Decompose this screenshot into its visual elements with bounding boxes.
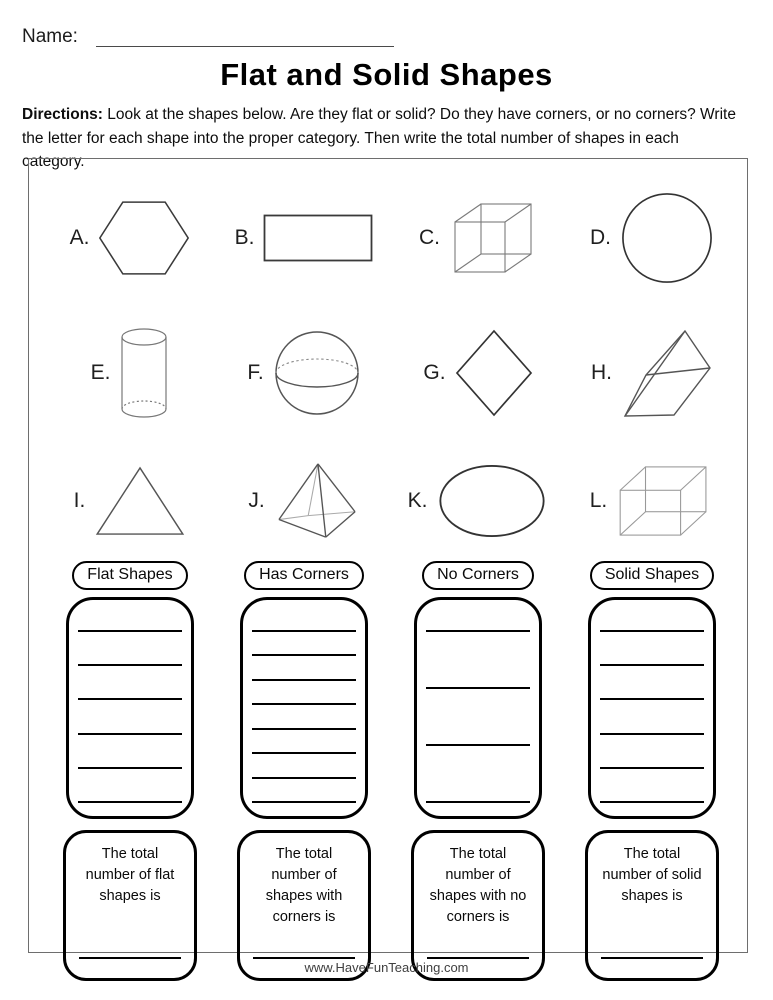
shape-letter-b: B. [234, 226, 255, 249]
shape-item-g [391, 317, 565, 429]
sphere-shape [273, 329, 361, 417]
directions-text: Look at the shapes below. Are they flat or solid? Do they have corners, or no corners? Write the letter for each shape into the proper category. Then write the total number of shapes in each category. [22, 106, 736, 171]
answer-blank-line [78, 698, 182, 700]
name-blank-line [96, 45, 394, 47]
answer-box-flat-shapes [66, 597, 194, 819]
category-pill-flat-shapes: Flat Shapes [72, 561, 187, 590]
total-box-flat-shapes [63, 830, 197, 981]
footer-website: www.HaveFunTeaching.com [304, 960, 469, 975]
shape-letter-g: G. [423, 361, 446, 384]
total-text-flat-shapes: The total number of flat shapes is [85, 846, 175, 905]
cube-shape [449, 198, 537, 278]
rectangular-prism-shape [616, 463, 714, 539]
answer-blank-line [252, 703, 356, 705]
answer-box-has-corners [240, 597, 368, 819]
answer-blank-line [426, 744, 530, 746]
answer-blank-line [78, 630, 182, 632]
hexagon-shape [98, 198, 190, 278]
answer-blank-line [600, 733, 704, 735]
answer-blank-line [252, 801, 356, 803]
oval-shape [436, 463, 548, 539]
directions-label: Directions: [22, 106, 103, 123]
answer-blank-line [600, 664, 704, 666]
shape-item-e [43, 317, 217, 429]
category-pill-solid-shapes: Solid Shapes [590, 561, 714, 590]
triangle-shape [94, 465, 186, 537]
rectangle-shape [263, 214, 373, 262]
answer-blank-line [252, 777, 356, 779]
shape-letter-l: L. [589, 489, 608, 512]
cylinder-shape [119, 327, 169, 419]
shape-row-1 [29, 159, 747, 291]
shape-letter-f: F. [247, 361, 264, 384]
total-box-no-corners [411, 830, 545, 981]
shape-letter-d: D. [590, 226, 611, 249]
shape-item-f [217, 317, 391, 429]
triangular-prism-shape [621, 328, 713, 418]
circle-shape [620, 191, 714, 285]
answer-blank-line [600, 801, 704, 803]
shape-item-k [391, 455, 565, 547]
answer-blank-line [600, 698, 704, 700]
shape-letter-h: H. [591, 361, 612, 384]
category-pill-no-corners: No Corners [422, 561, 534, 590]
category-pill-has-corners: Has Corners [244, 561, 364, 590]
total-blank-line [253, 957, 355, 959]
total-text-solid-shapes: The total number of solid shapes is [602, 846, 702, 905]
answer-box-no-corners [414, 597, 542, 819]
total-blank-line [601, 957, 703, 959]
total-blank-line [79, 957, 181, 959]
answer-box-row [29, 597, 747, 819]
total-blank-line [427, 957, 529, 959]
shape-letter-j: J. [248, 489, 265, 512]
answer-blank-line [252, 752, 356, 754]
shape-item-l [565, 455, 739, 547]
shape-letter-a: A. [69, 226, 90, 249]
answer-blank-line [78, 801, 182, 803]
answer-blank-line [600, 630, 704, 632]
total-box-solid-shapes [585, 830, 719, 981]
shape-item-b [217, 185, 391, 291]
total-text-has-corners: The total number of shapes with corners is [265, 846, 343, 926]
answer-blank-line [252, 728, 356, 730]
answer-blank-line [78, 767, 182, 769]
worksheet-frame [28, 158, 748, 953]
shape-row-3 [29, 429, 747, 547]
answer-blank-line [252, 630, 356, 632]
answer-blank-line [78, 664, 182, 666]
name-row [0, 0, 773, 48]
shape-row-2 [29, 291, 747, 429]
answer-box-solid-shapes [588, 597, 716, 819]
answer-blank-line [426, 801, 530, 803]
shape-item-j [217, 455, 391, 547]
shape-item-d [565, 185, 739, 291]
answer-blank-line [78, 733, 182, 735]
answer-blank-line [600, 767, 704, 769]
diamond-shape [455, 329, 533, 417]
answer-blank-line [426, 687, 530, 689]
pyramid-shape [274, 461, 360, 541]
answer-blank-line [426, 630, 530, 632]
shape-item-a [43, 185, 217, 291]
name-label: Name: [22, 26, 78, 47]
shape-letter-e: E. [90, 361, 111, 384]
answer-blank-line [252, 654, 356, 656]
shape-letter-c: C. [419, 226, 440, 249]
total-box-has-corners [237, 830, 371, 981]
total-text-no-corners: The total number of shapes with no corners is [429, 846, 527, 926]
shape-item-h [565, 317, 739, 429]
shape-letter-i: I. [73, 489, 86, 512]
page-title: Flat and Solid Shapes [220, 57, 553, 92]
total-box-row [29, 830, 747, 981]
category-header-row [29, 561, 747, 590]
shape-letter-k: K. [407, 489, 428, 512]
shape-item-c [391, 185, 565, 291]
shape-item-i [43, 455, 217, 547]
answer-blank-line [252, 679, 356, 681]
